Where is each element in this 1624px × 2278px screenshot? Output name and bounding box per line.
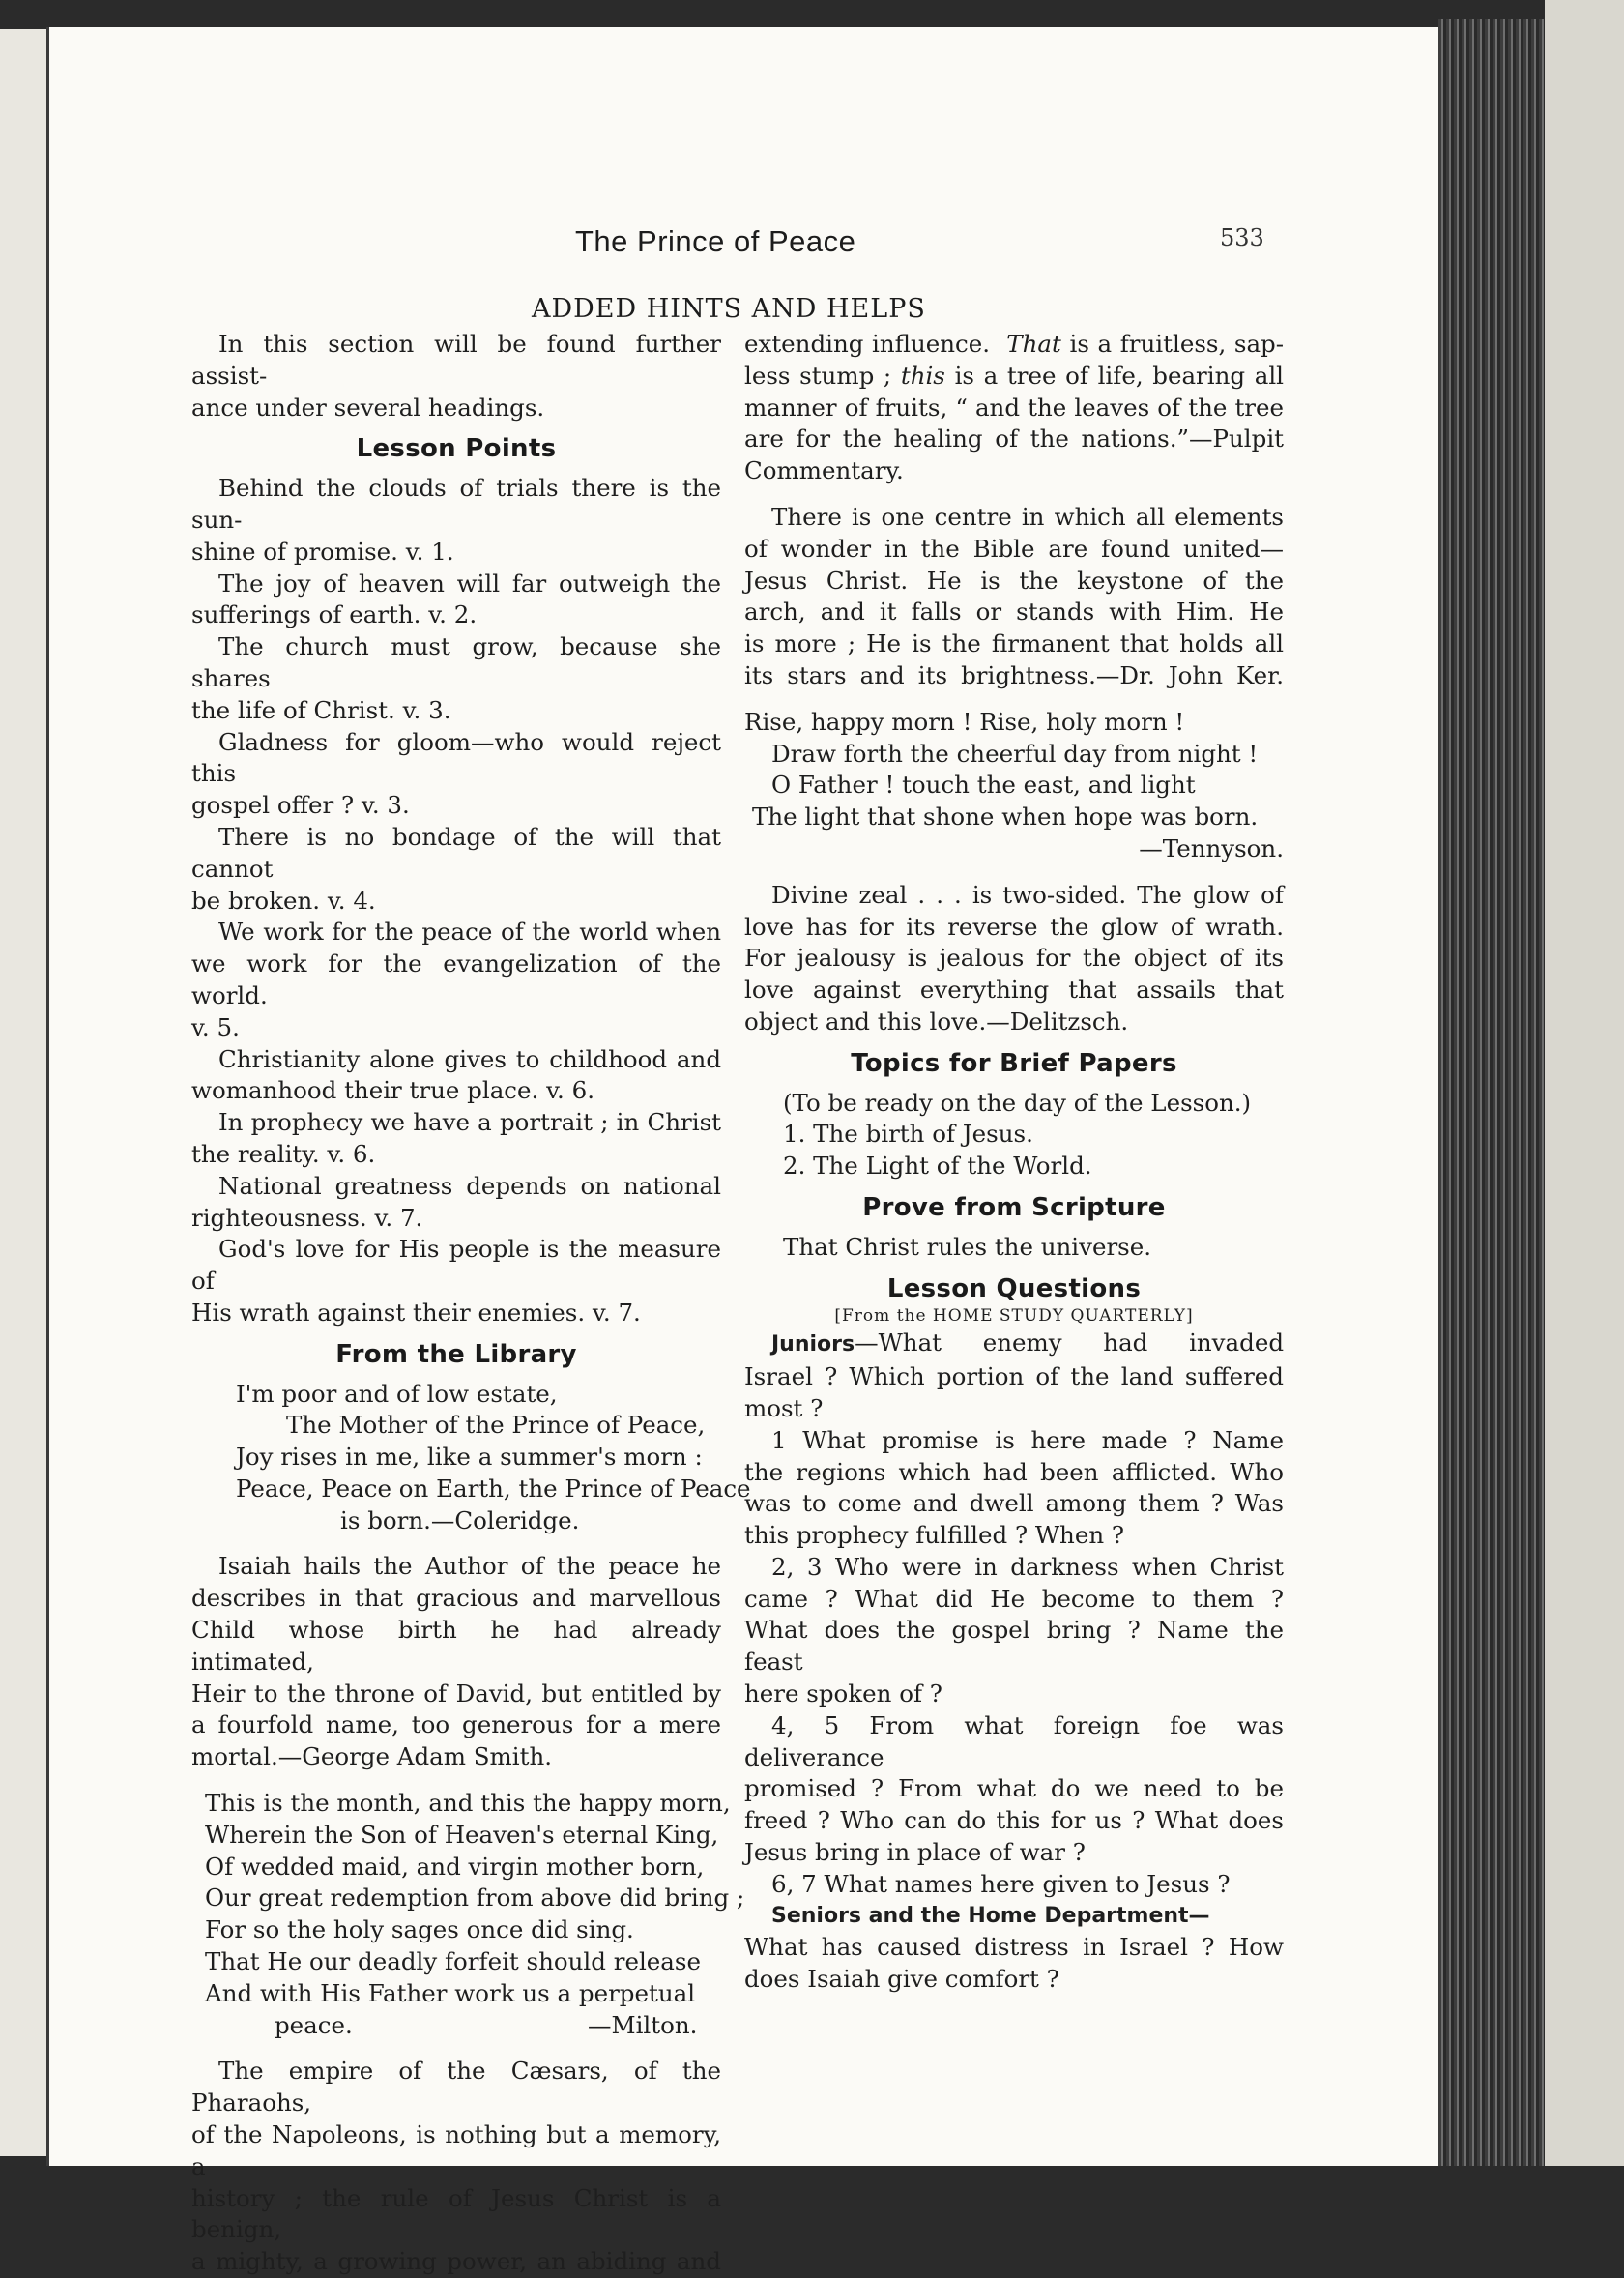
topic-item: 1. The birth of Jesus. — [783, 1120, 1033, 1149]
lesson-point: Christianity alone gives to childhood and womanhood their true place. v. 6. — [191, 1044, 721, 1105]
lesson-point: In prophecy we have a portrait ; in Christ the reality. v. 6. — [191, 1108, 721, 1168]
prove-heading: Prove from Scripture — [862, 1192, 1166, 1222]
question-1: 1 What promise is here made ? Name the regions which had been afflicted. Who was to come and dwell among them ? Was this prophecy fulfilled ? When ? — [744, 1425, 1284, 1550]
topics-note: (To be ready on the day of the Lesson.) — [783, 1088, 1252, 1117]
ker-quote: There is one centre in which all elements of wonder in the Bible are found united— Jesus Christ. He is the keystone of the arch, and it falls or stands with Him. He is more ; He is the firmanent that holds all its stars and its brightness.—Dr. John Ker. — [744, 502, 1284, 689]
juniors-label: Juniors — [771, 1332, 856, 1358]
lesson-point: National greatness depends on national righteousness. v. 7. — [191, 1171, 721, 1232]
coleridge-poem: I'm poor and of low estate, The Mother of the Prince of Peace, Joy rises in me, like a summer's morn : Peace, Peace on Earth, the Prince of Peace is born.—Coleridge. — [236, 1379, 751, 1534]
tennyson-poem: Rise, happy morn ! Rise, holy morn ! Draw forth the cheerful day from night ! O Father ! touch the east, and light The light that shone when hope was born. —Tennyson. — [744, 707, 1284, 865]
tennyson-credit: —Tennyson. — [1139, 833, 1284, 862]
topics-heading: Topics for Brief Papers — [851, 1048, 1177, 1078]
page-stack-edge — [1438, 19, 1545, 2166]
milton-poem: This is the month, and this the happy morn, Wherein the Son of Heaven's eternal King, Of wedded maid, and virgin mother born, Our great redemption from above did bring ; For so the holy sages once did sing. That He our deadly forfeit should release And with His Father work us a perpetual peace. —Milton. — [191, 1788, 721, 2041]
delitzsch-quote: Divine zeal . . . is two-sided. The glow of love has for its reverse the glow of wrath. For jealousy is jealous for the object of its love against everything that assails that object and this love.—Delitzsch. — [744, 880, 1284, 1036]
lesson-point: Behind the clouds of trials there is the sun- shine of promise. v. 1. — [191, 474, 721, 566]
lesson-point: The joy of heaven will far outweigh the sufferings of earth. v. 2. — [191, 569, 721, 629]
questions-heading: Lesson Questions — [886, 1273, 1142, 1303]
library-heading: From the Library — [335, 1339, 577, 1369]
seniors-questions: Seniors and the Home Department— What has caused distress in Israel ? How does Isaiah give comfort ? — [744, 1901, 1284, 1996]
lesson-point: There is no bondage of the will that cannot be broken. v. 4. — [191, 822, 721, 915]
right-column — [744, 329, 1284, 1996]
smith-quote: Isaiah hails the Author of the peace he describes in that gracious and marvellous Child whose birth he had already intimated, Heir to the throne of David, but entitled by a fourfold name, too generous for a mere mortal.—George Adam Smith. — [191, 1552, 721, 1771]
question-6-7: 6, 7 What names here given to Jesus ? — [771, 1869, 1231, 1898]
topic-item: 2. The Light of the World. — [783, 1152, 1092, 1181]
running-head: The Prince of Peace — [575, 224, 856, 258]
facing-page-edge — [0, 29, 48, 2156]
lesson-points-heading: Lesson Points — [356, 434, 557, 464]
question-4-5: 4, 5 From what foreign foe was deliverance promised ? From what do we need to be freed ? Who can do this for us ? What does Jesus bring in place of war ? — [744, 1710, 1284, 1867]
lesson-point: We work for the peace of the world when we work for the evangelization of the world. v. 5. — [191, 918, 721, 1041]
left-column — [191, 329, 751, 2278]
empire-quote: The empire of the Cæsars, of the Pharaohs, of the Napoleons, is nothing but a memory, a history ; the rule of Jesus Christ is a benign, a mighty, a growing power, an abiding and — [191, 2057, 721, 2276]
question-2-3: 2, 3 Who were in darkness when Christ came ? What did He become to them ? What does the gospel bring ? Name the feast here spoken of ? — [744, 1552, 1284, 1708]
milton-credit: —Milton. — [588, 2010, 698, 2039]
milton-last-line: peace. — [275, 2010, 353, 2039]
page-number: 533 — [1220, 224, 1264, 251]
intro-line: ance under several headings. — [191, 393, 545, 422]
scan-background — [1545, 0, 1624, 2166]
seniors-label: Seniors and the Home Department— — [771, 1903, 1210, 1928]
questions-source: [From the HOME STUDY QUARTERLY] — [834, 1306, 1194, 1327]
juniors-questions: Juniors—What enemy had invaded Israel ? Which portion of the land suffered most ? — [744, 1329, 1284, 1422]
prove-text: That Christ rules the universe. — [783, 1232, 1152, 1261]
lesson-point: Gladness for gloom—who would reject this gospel offer ? v. 3. — [191, 727, 721, 820]
intro-line: In this section will be found further assist- — [191, 330, 721, 390]
pulpit-commentary-quote: extending influence. That is a fruitless, sap- less stump ; this is a tree of life, bearing all manner of fruits, “ and the leaves of the tree are for the healing of the nations.”—Pulpit Commentary. — [744, 330, 1285, 485]
lesson-point: The church must grow, because she shares the life of Christ. v. 3. — [191, 632, 721, 724]
section-title: ADDED HINTS AND HELPS — [532, 294, 926, 324]
lesson-point: God's love for His people is the measure of His wrath against their enemies. v. 7. — [191, 1235, 721, 1327]
